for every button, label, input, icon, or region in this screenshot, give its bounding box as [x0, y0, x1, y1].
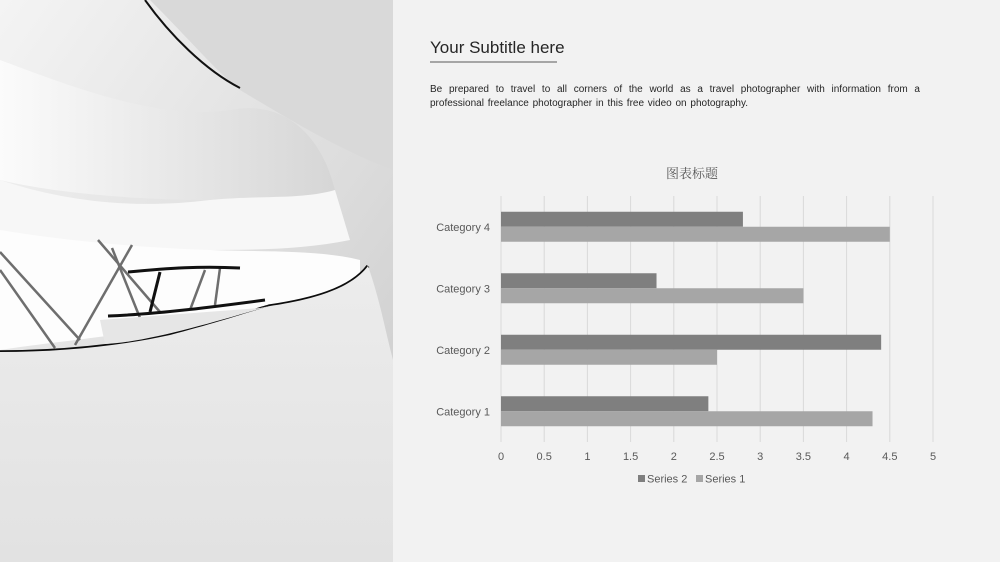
- bar-series-2-category-1: [501, 396, 708, 411]
- legend-label: Series 2: [647, 473, 688, 486]
- bar-chart: [393, 0, 1000, 562]
- legend-label: Series 1: [705, 473, 746, 486]
- content-panel: [393, 0, 1000, 562]
- chart-title: 图表标题: [665, 166, 719, 181]
- bar-series-1-category-3: [501, 288, 803, 303]
- bar-series-2-category-2: [501, 335, 881, 350]
- slide-body-text: Be prepared to travel to all corners of the world as a travel photographer with information from a professional freelance photographer in this free video on photography.: [430, 84, 920, 109]
- x-tick-label: 3.5: [795, 451, 812, 463]
- slide-subtitle: Your Subtitle here: [430, 38, 565, 57]
- bar-series-1-category-2: [501, 350, 717, 365]
- legend-swatch: [638, 475, 645, 482]
- category-label: Category 3: [436, 283, 490, 296]
- category-label: Category 2: [436, 344, 490, 357]
- x-tick-label: 4: [843, 451, 850, 463]
- category-label: Category 1: [436, 406, 490, 419]
- x-tick-label: 4.5: [882, 451, 898, 463]
- bar-series-1-category-4: [501, 227, 890, 242]
- bar-series-2-category-3: [501, 273, 657, 288]
- x-tick-label: 2.5: [709, 451, 725, 463]
- category-label: Category 4: [436, 221, 490, 234]
- x-tick-label: 3: [757, 451, 764, 463]
- x-tick-label: 1: [584, 451, 591, 463]
- x-tick-label: 0: [497, 451, 505, 463]
- bar-series-2-category-4: [501, 212, 743, 227]
- staircase-photo: [0, 0, 393, 562]
- x-tick-label: 2: [670, 451, 677, 463]
- x-tick-label: 5: [929, 451, 937, 463]
- x-tick-label: 1.5: [622, 451, 639, 463]
- legend-swatch: [696, 475, 703, 482]
- x-tick-label: 0.5: [536, 451, 552, 463]
- bar-series-1-category-1: [501, 411, 873, 426]
